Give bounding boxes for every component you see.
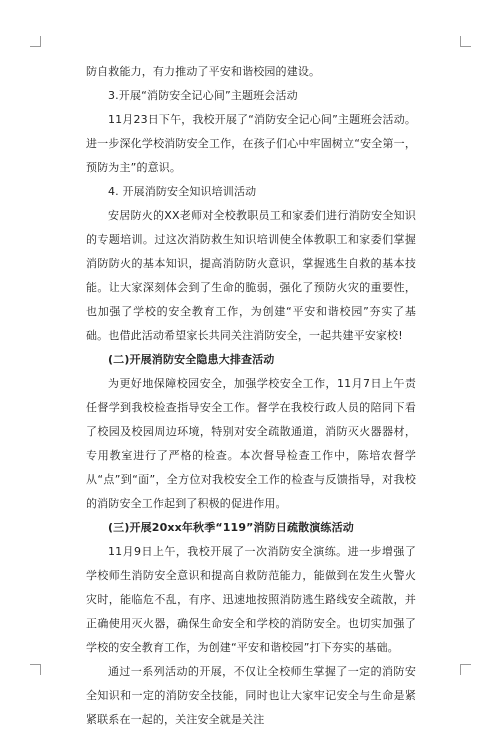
- crop-mark-top-right: [460, 36, 471, 47]
- heading-class-meeting: 3.开展“消防安全记心间”主题班会活动: [108, 89, 298, 102]
- heading-hazard-inspection: (二)开展消防安全隐患大排查活动: [108, 353, 275, 366]
- crop-mark-bottom-right: [460, 664, 471, 675]
- paragraph-summary: 通过一系列活动的开展，不仅让全校师生掌握了一定的消防安全知识和一定的消防安全技能，同时也让大家牢记安全与生命是紧紧联系在一起的，关注安全就是关注: [86, 665, 416, 726]
- paragraph-class-meeting: 11月23日下午，我校开展了“消防安全记心间”主题班会活动。进一步深化学校消防安全工作，在孩子们心中牢固树立“安全第一，预防为主”的意识。: [86, 113, 416, 174]
- heading-evacuation-drill: (三)开展20xx年秋季“119”消防日疏散演练活动: [108, 521, 354, 534]
- document-body: [86, 60, 416, 732]
- paragraph-hazard-inspection: 为更好地保障校园安全，加强学校安全工作，11月7日上午责任督学到我校检查指导安全工作。督学在我校行政人员的陪同下看了校园及校园周边环境，特别对安全疏散通道，消防灭火器器材，专用教室进行了严格的检查。本次督导检查工作中，陈培农督学从“点”到“面”，全方位对我校安全工作的检查与反馈指导，对我校的消防安全工作起到了积极的促进作用。: [86, 377, 416, 510]
- crop-mark-bottom-left: [30, 664, 41, 675]
- paragraph-evacuation-drill: 11月9日上午，我校开展了一次消防安全演练。进一步增强了学校师生消防安全意识和提高自救防范能力，能做到在发生火警火灾时，能临危不乱，有序、迅速地按照消防逃生路线安全疏散，并正确使用灭火器，确保生命安全和学校的消防安全。也切实加强了学校的安全教育工作，为创建“平安和谐校园”打下夯实的基础。: [86, 545, 416, 654]
- heading-training: 4. 开展消防安全知识培训活动: [108, 185, 257, 198]
- paragraph-training: 安居防火的XX老师对全校教职员工和家委们进行消防安全知识的专题培训。过这次消防救生知识培训使全体教职工和家委们掌握消防防火的基本知识，提高消防防火意识，掌握逃生自救的基本技能。让大家深刻体会到了生命的脆弱，强化了预防火灾的重要性，也加强了学校的安全教育工作，为创建“平安和谐校园”夯实了基础。也借此活动希望家长共同关注消防安全，一起共建平安家校!: [86, 209, 416, 342]
- paragraph-continuation: 防自救能力，有力推动了平安和谐校园的建设。: [86, 65, 321, 78]
- crop-mark-top-left: [30, 36, 41, 47]
